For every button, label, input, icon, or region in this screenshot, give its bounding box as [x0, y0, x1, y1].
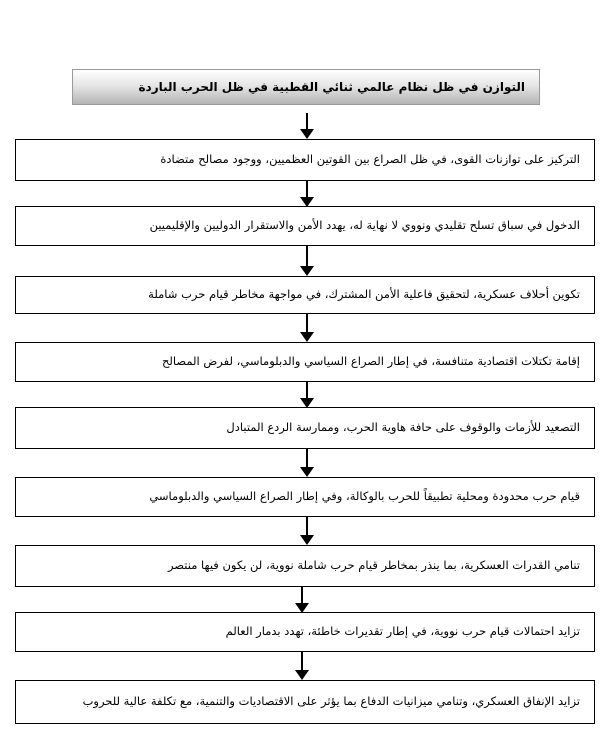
- flow-arrow-2: [300, 181, 314, 207]
- flow-step-3: [15, 276, 595, 314]
- flow-step-1-text: التركيز على توازنات القوى، في ظل الصراع بين القوتين العظميين، ووجود مصالح متضادة: [160, 152, 580, 167]
- flow-step-7-text: تنامي القدرات العسكرية، بما ينذر بمخاطر قيام حرب شاملة نووية، لن يكون فيها منتصر: [167, 558, 580, 573]
- flow-step-3-text: تكوين أحلاف عسكرية، لتحقيق فاعلية الأمن المشترك، في مواجهة مخاطر قيام حرب شاملة: [148, 287, 580, 302]
- flow-step-9: [15, 680, 595, 724]
- flow-arrow-9: [295, 652, 309, 680]
- diagram-title-text: التوازن في ظل نظام عالمي ثنائي القطبية في ظل الحرب الباردة: [138, 80, 525, 94]
- flow-step-2-text: الدخول في سباق تسلح تقليدي ونووي لا نهاية له، يهدد الأمن والاستقرار الدوليين والإقليميين: [149, 218, 580, 233]
- flow-step-4: [15, 342, 595, 382]
- diagram-title: [72, 69, 540, 105]
- flow-step-5-text: التصعيد للأزمات والوقوف على حافة هاوية الحرب، وممارسة الردع المتبادل: [226, 420, 580, 435]
- flow-arrow-8: [295, 587, 309, 613]
- flow-step-8-text: تزايد احتمالات قيام حرب نووية، في إطار تقديرات خاطئة، تهدد بدمار العالم: [225, 624, 580, 639]
- flow-step-1: [15, 139, 595, 181]
- flow-step-5: [15, 407, 595, 449]
- flow-arrow-4: [300, 314, 314, 342]
- flow-step-6: [15, 477, 595, 517]
- flow-step-6-text: قيام حرب محدودة ومحلية تطبيقاً للحرب بالوكالة، وفي إطار الصراع السياسي والدبلوماسي: [149, 489, 580, 504]
- flow-arrow-6: [300, 449, 314, 477]
- flow-step-8: [15, 612, 595, 652]
- flow-step-7: [15, 545, 595, 587]
- flow-arrow-3: [300, 246, 314, 276]
- flow-step-9-text: تزايد الإنفاق العسكري، وتنامي ميزانيات الدفاع بما يؤثر على الاقتصاديات والتنمية، مع تكلفة عالية للحروب: [82, 694, 580, 709]
- flow-step-4-text: إقامة تكتلات اقتصادية متنافسة، في إطار الصراع السياسي والدبلوماسي، لفرض المصالح: [161, 354, 580, 369]
- flow-arrow-7: [300, 517, 314, 545]
- flow-arrow-5: [300, 382, 314, 408]
- flow-arrow-1: [300, 113, 314, 139]
- flow-step-2: [15, 206, 595, 246]
